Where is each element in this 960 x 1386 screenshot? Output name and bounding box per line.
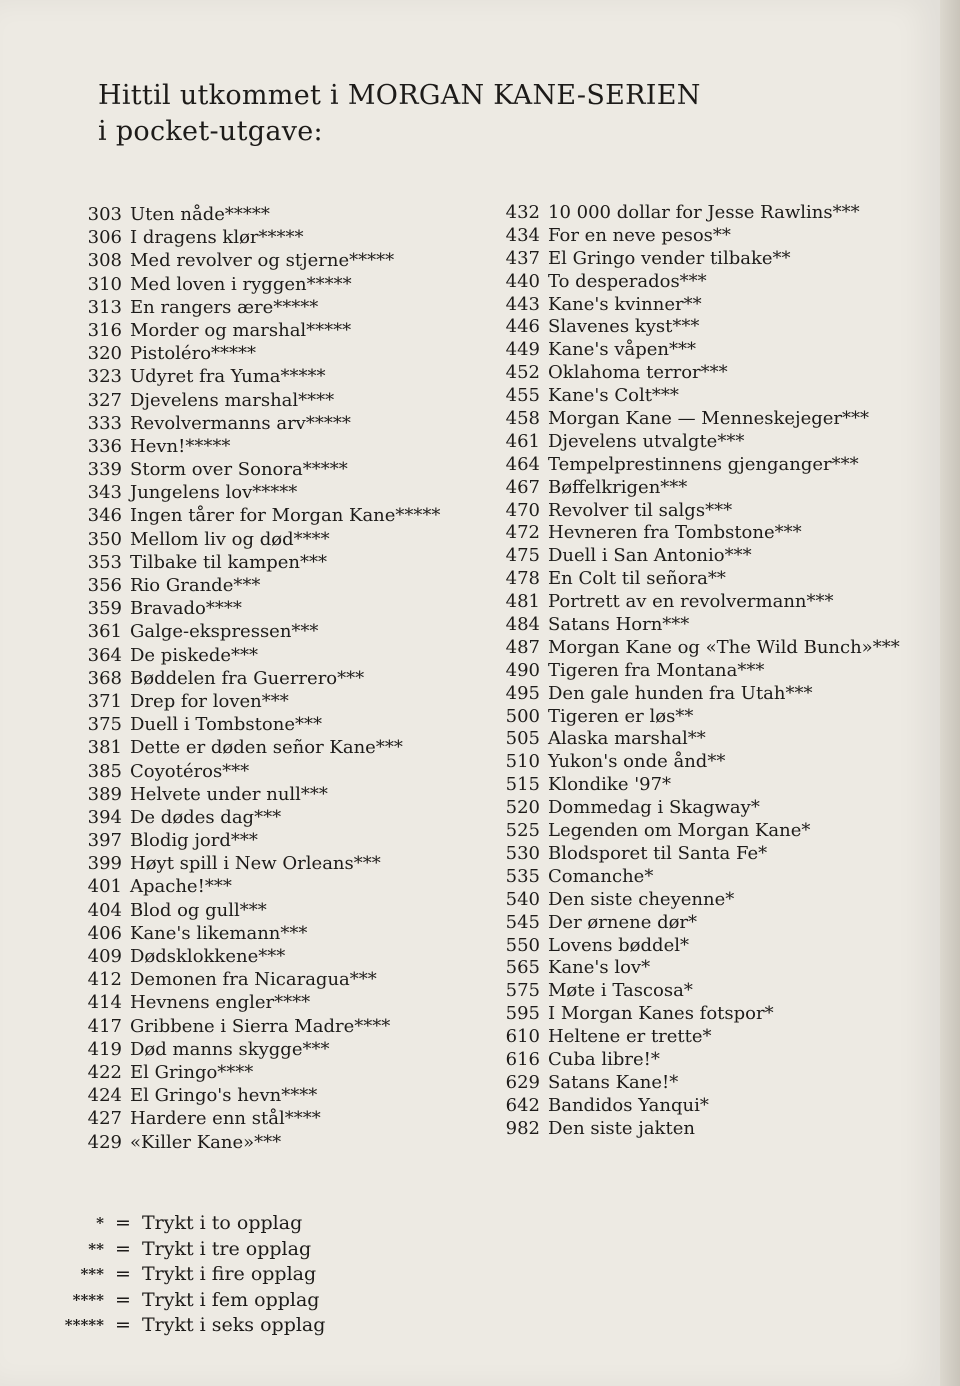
book-title: Storm over Sonora***** <box>130 459 348 481</box>
book-title: Demonen fra Nicaragua*** <box>130 969 377 991</box>
book-title: Tilbake til kampen*** <box>130 551 327 573</box>
list-item <box>490 865 930 888</box>
book-title: Yukon's onde ånd** <box>548 751 726 773</box>
book-title: Blodsporet til Santa Fe* <box>548 842 768 864</box>
list-item <box>490 361 930 384</box>
page-heading <box>98 78 701 150</box>
list-item <box>490 293 930 316</box>
list-item <box>54 922 474 945</box>
list-item <box>54 1061 474 1084</box>
book-title: Apache!*** <box>130 876 232 898</box>
issue-number: 316 <box>87 319 122 341</box>
list-item <box>54 690 474 713</box>
book-title: De piskede*** <box>130 644 259 666</box>
issue-number: 368 <box>87 667 122 689</box>
list-item <box>490 682 930 705</box>
book-title: En Colt til señora** <box>548 568 726 590</box>
heading-line-1: Hittil utkommet i MORGAN KANE-SERIEN <box>98 80 701 111</box>
book-title: Tempelprestinnens gjenganger*** <box>548 453 859 475</box>
list-item <box>490 567 930 590</box>
list-item <box>54 319 474 342</box>
book-title: Coyotéros*** <box>130 760 250 782</box>
issue-number: 446 <box>505 316 540 338</box>
book-title: Comanche* <box>548 865 654 887</box>
issue-number: 458 <box>505 408 540 430</box>
issue-number: 361 <box>87 621 122 643</box>
list-item <box>54 296 474 319</box>
list-item <box>54 458 474 481</box>
list-item <box>490 613 930 636</box>
issue-number: 461 <box>505 430 540 452</box>
book-title: Dødsklokkene*** <box>130 946 286 967</box>
legend-row <box>40 1313 325 1339</box>
issue-number: 449 <box>505 339 540 361</box>
book-title: Mellom liv og død**** <box>130 528 330 550</box>
list-item <box>490 1117 930 1140</box>
legend-text: Trykt i fire opplag <box>142 1263 317 1285</box>
issue-number: 359 <box>87 598 122 620</box>
list-item <box>54 667 474 690</box>
list-item <box>54 481 474 504</box>
right-title-list <box>490 201 930 1140</box>
list-item <box>54 574 474 597</box>
list-item <box>54 875 474 898</box>
list-item <box>490 407 930 430</box>
issue-number: 412 <box>87 969 122 991</box>
list-item <box>54 203 474 226</box>
list-item <box>490 911 930 934</box>
list-item <box>490 934 930 957</box>
issue-number: 397 <box>87 830 122 852</box>
book-title: Galge-ekspressen*** <box>130 621 319 643</box>
book-title: Morgan Kane — Menneskejeger*** <box>548 408 870 430</box>
legend-row <box>40 1288 325 1314</box>
list-item <box>490 659 930 682</box>
book-title: 10 000 dollar for Jesse Rawlins*** <box>548 202 860 223</box>
issue-number: 540 <box>505 888 540 910</box>
list-item <box>54 620 474 643</box>
list-item <box>490 544 930 567</box>
book-title: «Killer Kane»*** <box>130 1131 282 1153</box>
issue-number: 313 <box>87 296 122 318</box>
book-title: Uten nåde***** <box>130 204 270 225</box>
list-item <box>490 453 930 476</box>
book-title: Duell i Tombstone*** <box>130 714 322 736</box>
list-item <box>490 1071 930 1094</box>
book-title: Rio Grande*** <box>130 575 261 596</box>
list-item <box>490 1002 930 1025</box>
book-title: Djevelens utvalgte*** <box>548 430 745 452</box>
list-item <box>490 338 930 361</box>
list-item <box>490 956 930 979</box>
issue-number: 490 <box>505 659 540 681</box>
legend-row <box>40 1262 325 1288</box>
book-title: Tigeren fra Montana*** <box>548 659 765 681</box>
legend-text: Trykt i fem opplag <box>142 1288 320 1311</box>
list-item <box>54 760 474 783</box>
book-title: Bøddelen fra Guerrero*** <box>130 667 365 689</box>
book-title: Revolvermanns arv***** <box>130 412 351 434</box>
page-edge <box>940 0 960 1386</box>
issue-number: 346 <box>87 505 122 527</box>
book-title: Slavenes kyst*** <box>548 316 700 338</box>
book-title: Med revolver og stjerne***** <box>130 250 395 272</box>
issue-number: 375 <box>87 714 122 736</box>
list-item <box>490 201 930 224</box>
list-item <box>490 384 930 407</box>
legend-equals: = <box>115 1314 131 1336</box>
list-item <box>54 1015 474 1038</box>
list-item <box>54 1131 474 1154</box>
issue-number: 419 <box>87 1038 122 1060</box>
issue-number: 495 <box>505 682 540 704</box>
list-item <box>54 783 474 806</box>
issue-number: 481 <box>505 591 540 613</box>
book-title: Dette er døden señor Kane*** <box>130 737 403 759</box>
book-title: Kane's lov* <box>548 957 651 979</box>
issue-number: 409 <box>87 946 122 967</box>
list-item <box>490 796 930 819</box>
issue-number: 381 <box>87 737 122 759</box>
book-title: Bøffelkrigen*** <box>548 476 688 498</box>
issue-number: 467 <box>505 476 540 498</box>
list-item <box>54 226 474 249</box>
list-item <box>54 829 474 852</box>
book-title: Oklahoma terror*** <box>548 362 728 384</box>
list-item <box>54 412 474 435</box>
issue-number: 510 <box>505 751 540 773</box>
issue-number: 443 <box>505 293 540 315</box>
issue-number: 464 <box>505 453 540 475</box>
list-item <box>54 713 474 736</box>
book-title: Død manns skygge*** <box>130 1038 330 1060</box>
issue-number: 515 <box>505 774 540 796</box>
list-item <box>490 430 930 453</box>
issue-number: 310 <box>87 273 122 295</box>
list-item <box>490 1048 930 1071</box>
list-item <box>54 528 474 551</box>
issue-number: 500 <box>505 705 540 727</box>
book-title: Klondike '97* <box>548 774 672 796</box>
list-item <box>490 842 930 865</box>
issue-number: 371 <box>87 690 122 712</box>
book-title: Tigeren er løs** <box>548 705 694 727</box>
legend-stars: * <box>96 1214 104 1232</box>
book-title: Drep for loven*** <box>130 690 289 712</box>
book-title: Cuba libre!* <box>548 1048 660 1070</box>
issue-number: 303 <box>87 204 122 225</box>
list-item <box>490 819 930 842</box>
legend-equals: = <box>115 1212 131 1234</box>
book-title: Heltene er trette* <box>548 1026 712 1048</box>
issue-number: 452 <box>505 362 540 384</box>
list-item <box>54 1107 474 1130</box>
issue-number: 595 <box>505 1003 540 1025</box>
book-title: En rangers ære***** <box>130 296 319 318</box>
issue-number: 432 <box>505 202 540 223</box>
book-title: Satans Kane!* <box>548 1071 679 1093</box>
legend-stars: ** <box>88 1239 104 1258</box>
legend-text: Trykt i tre opplag <box>142 1237 312 1260</box>
list-item <box>54 504 474 527</box>
list-item <box>490 521 930 544</box>
issue-number: 487 <box>505 636 540 658</box>
book-title: Bravado**** <box>130 598 242 620</box>
legend-equals: = <box>115 1263 131 1285</box>
issue-number: 535 <box>505 865 540 887</box>
issue-number: 323 <box>87 366 122 388</box>
legend-stars: **** <box>72 1290 104 1309</box>
issue-number: 440 <box>505 270 540 292</box>
list-item <box>490 705 930 728</box>
list-item <box>54 365 474 388</box>
issue-number: 434 <box>505 224 540 246</box>
legend-row <box>40 1211 325 1237</box>
book-title: Satans Horn*** <box>548 614 690 636</box>
list-item <box>490 476 930 499</box>
issue-number: 478 <box>505 568 540 590</box>
book-title: Portrett av en revolvermann*** <box>548 591 834 613</box>
list-item <box>490 979 930 1002</box>
list-item <box>54 968 474 991</box>
list-item <box>54 597 474 620</box>
issue-number: 475 <box>505 545 540 567</box>
issue-number: 353 <box>87 551 122 573</box>
book-title: Den siste jakten <box>548 1117 695 1139</box>
issue-number: 575 <box>505 980 540 1002</box>
book-title: Lovens bøddel* <box>548 934 689 956</box>
legend-row <box>40 1237 325 1263</box>
issue-number: 414 <box>87 992 122 1014</box>
issue-number: 642 <box>505 1094 540 1116</box>
issue-number: 429 <box>87 1131 122 1153</box>
list-item <box>54 736 474 759</box>
book-title: Kane's Colt*** <box>548 385 679 407</box>
book-title: Møte i Tascosa* <box>548 980 693 1002</box>
list-item <box>490 499 930 522</box>
book-title: Bandidos Yanqui* <box>548 1094 709 1116</box>
issue-number: 308 <box>87 250 122 272</box>
issue-number: 385 <box>87 760 122 782</box>
list-item <box>490 888 930 911</box>
book-title: Høyt spill i New Orleans*** <box>130 853 381 875</box>
issue-number: 470 <box>505 499 540 521</box>
list-item <box>54 435 474 458</box>
list-item <box>54 644 474 667</box>
book-title: El Gringo's hevn**** <box>130 1085 318 1107</box>
list-item <box>54 273 474 296</box>
issue-number: 982 <box>505 1117 540 1139</box>
book-title: I dragens klør***** <box>130 227 304 249</box>
book-title: Hardere enn stål**** <box>130 1108 321 1130</box>
book-title: El Gringo**** <box>130 1061 254 1083</box>
issue-number: 343 <box>87 482 122 504</box>
issue-number: 550 <box>505 934 540 956</box>
list-item <box>490 727 930 750</box>
issue-number: 437 <box>505 247 540 269</box>
book-title: For en neve pesos** <box>548 224 731 246</box>
issue-number: 389 <box>87 783 122 805</box>
issue-number: 505 <box>505 728 540 750</box>
issue-number: 404 <box>87 899 122 921</box>
book-title: Udyret fra Yuma***** <box>130 366 326 388</box>
book-title: Ingen tårer for Morgan Kane***** <box>130 505 441 527</box>
list-item <box>490 773 930 796</box>
list-item <box>54 852 474 875</box>
print-run-legend <box>40 1211 325 1339</box>
list-item <box>54 342 474 365</box>
issue-number: 424 <box>87 1085 122 1107</box>
issue-number: 530 <box>505 842 540 864</box>
book-title: Morder og marshal***** <box>130 319 352 341</box>
list-item <box>54 991 474 1014</box>
list-item <box>54 551 474 574</box>
book-title: Pistoléro***** <box>130 343 257 365</box>
book-title: De dødes dag*** <box>130 806 282 828</box>
issue-number: 327 <box>87 389 122 411</box>
book-title: Der ørnene dør* <box>548 911 698 933</box>
list-item <box>490 247 930 270</box>
legend-text: Trykt i seks opplag <box>142 1314 326 1336</box>
list-item <box>490 224 930 247</box>
book-title: Den gale hunden fra Utah*** <box>548 682 813 704</box>
issue-number: 545 <box>505 911 540 933</box>
list-item <box>54 389 474 412</box>
issue-number: 422 <box>87 1061 122 1083</box>
list-item <box>490 590 930 613</box>
book-title: Revolver til salgs*** <box>548 499 733 521</box>
issue-number: 520 <box>505 797 540 819</box>
issue-number: 455 <box>505 385 540 407</box>
book-title: Kane's våpen*** <box>548 339 696 361</box>
list-item <box>54 945 474 968</box>
list-item <box>54 1084 474 1107</box>
issue-number: 399 <box>87 853 122 875</box>
book-title: Kane's kvinner** <box>548 293 702 315</box>
book-title: Blod og gull*** <box>130 899 267 921</box>
legend-stars: *** <box>80 1265 104 1283</box>
issue-number: 406 <box>87 922 122 944</box>
legend-equals: = <box>115 1288 131 1311</box>
issue-number: 356 <box>87 575 122 596</box>
issue-number: 525 <box>505 820 540 842</box>
book-title: Blodig jord*** <box>130 830 258 852</box>
legend-text: Trykt i to opplag <box>142 1212 303 1234</box>
book-title: Alaska marshal** <box>548 728 706 750</box>
book-title: Legenden om Morgan Kane* <box>548 820 811 842</box>
issue-number: 306 <box>87 227 122 249</box>
book-title: Jungelens lov***** <box>130 482 298 504</box>
issue-number: 610 <box>505 1026 540 1048</box>
issue-number: 565 <box>505 957 540 979</box>
issue-number: 320 <box>87 343 122 365</box>
list-item <box>54 1038 474 1061</box>
issue-number: 484 <box>505 614 540 636</box>
issue-number: 364 <box>87 644 122 666</box>
issue-number: 616 <box>505 1048 540 1070</box>
list-item <box>54 899 474 922</box>
issue-number: 394 <box>87 806 122 828</box>
book-title: To desperados*** <box>548 270 707 292</box>
book-title: Kane's likemann*** <box>130 922 308 944</box>
heading-line-2: i pocket-utgave: <box>98 116 323 147</box>
book-title: Duell i San Antonio*** <box>548 545 752 567</box>
book-title: Dommedag i Skagway* <box>548 797 760 819</box>
book-title: Gribbene i Sierra Madre**** <box>130 1015 391 1037</box>
list-item <box>490 1025 930 1048</box>
book-title: I Morgan Kanes fotspor* <box>548 1003 774 1025</box>
book-title: Hevnens engler**** <box>130 992 311 1014</box>
book-title: Den siste cheyenne* <box>548 888 735 910</box>
issue-number: 417 <box>87 1015 122 1037</box>
list-item <box>490 1094 930 1117</box>
list-item <box>490 270 930 293</box>
issue-number: 339 <box>87 459 122 481</box>
issue-number: 629 <box>505 1071 540 1093</box>
book-title: Hevn!***** <box>130 435 231 457</box>
list-item <box>490 315 930 338</box>
issue-number: 427 <box>87 1108 122 1130</box>
list-item <box>490 636 930 659</box>
legend-stars: ***** <box>64 1316 104 1334</box>
issue-number: 333 <box>87 412 122 434</box>
issue-number: 401 <box>87 876 122 898</box>
issue-number: 472 <box>505 522 540 544</box>
issue-number: 336 <box>87 435 122 457</box>
book-title: Hevneren fra Tombstone*** <box>548 522 802 544</box>
left-title-list <box>54 203 474 1154</box>
list-item <box>490 750 930 773</box>
book-title: Morgan Kane og «The Wild Bunch»*** <box>548 636 900 658</box>
book-title: Med loven i ryggen***** <box>130 273 352 295</box>
issue-number: 350 <box>87 528 122 550</box>
book-title: Helvete under null*** <box>130 783 328 805</box>
list-item <box>54 806 474 829</box>
book-title: Djevelens marshal**** <box>130 389 335 411</box>
list-item <box>54 249 474 272</box>
book-title: El Gringo vender tilbake** <box>548 247 791 269</box>
legend-equals: = <box>115 1237 131 1260</box>
